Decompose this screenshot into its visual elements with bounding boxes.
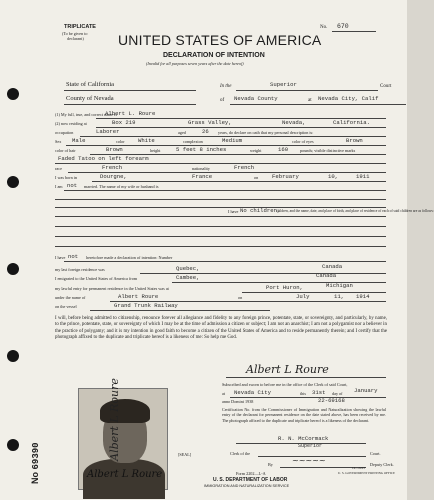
- distinctive-marks: Faded Tatoo on left forearm: [58, 155, 149, 162]
- entry-year: 1914: [356, 293, 370, 300]
- clerk-name: R. N. McCormack: [278, 435, 329, 442]
- residence-box: Box 219: [112, 119, 136, 126]
- hair-value: Brown: [106, 146, 123, 153]
- born-month: February: [272, 173, 299, 180]
- form-code: 14—2223: [352, 466, 365, 470]
- race-label: race: [55, 166, 62, 171]
- lawful-entry-label: my lawful entry for permanent residence in the United States was at: [55, 286, 169, 291]
- jurat-day: 31st: [312, 389, 326, 396]
- binder-hole: [7, 263, 19, 275]
- court-place: Nevada County: [234, 95, 278, 102]
- document-subtitle: DECLARATION OF INTENTION: [163, 52, 265, 59]
- height-label: height: [150, 148, 161, 153]
- age-value: 26: [202, 128, 209, 135]
- occupation-value: Laborer: [96, 128, 120, 135]
- photo-signature: Albert L Roure: [87, 469, 163, 480]
- residence-state: California.: [333, 119, 370, 126]
- years-label: years, do declare on oath that my personal description is:: [218, 130, 314, 135]
- triplicate-note: declarant): [67, 36, 84, 41]
- declarant-signature: Albert L Roure: [246, 363, 329, 376]
- residing-label: (2) now residing at: [55, 121, 87, 126]
- entry-on-label: on: [238, 295, 243, 300]
- triplicate-note: (To be given to: [62, 31, 88, 36]
- oath-paragraph: I will, before being admitted to citizenship, renounce forever all allegiance and fidelity to any foreign prince, potentate, state, or sovereignty, and particularly, by name, to the prince, potentate, state, or sovereignty of which I may be at the time of admission a citizen or subject; I am not an anarchist; I am not a polygamist nor a believer in the practice of polygamy; and it is my intention in good faith to become a citizen of the United States of America and to reside permanently therein; and I certify that the photograph affixed to the duplicate and triplicate hereof is a likeness of me: So help me God.: [55, 316, 387, 340]
- i-have-2-label: I have: [55, 255, 66, 260]
- declarant-name: Albert L. Roure: [105, 110, 156, 117]
- page-title: UNITED STATES OF AMERICA: [118, 32, 322, 48]
- color-label: color: [116, 139, 125, 144]
- name-prefix: (1) My full, true, and correct name is: [55, 112, 117, 117]
- nationality-label: nationality: [192, 166, 210, 171]
- height-value: 5 feet 8 inches: [176, 146, 227, 153]
- residence-street: Grass Valley,: [188, 119, 232, 126]
- side-number-value: 69390: [31, 442, 41, 470]
- cert-number: 22-69168: [318, 397, 345, 404]
- clerk-of-label: Clerk of the: [230, 451, 251, 456]
- entry-name: Albert Roure: [118, 293, 159, 300]
- emigrated-country: Canada: [316, 272, 337, 279]
- pounds-label: pounds; visible distinctive marks: [300, 148, 356, 153]
- entry-place: Port Huron,: [266, 284, 303, 291]
- clerk-court: Superior: [298, 443, 323, 449]
- born-label: I was born in: [55, 175, 77, 180]
- binder-hole: [7, 88, 19, 100]
- children-instructions: children, and the name, date, and place of birth, and place of residence of each of said children are as follows:: [276, 209, 434, 213]
- entry-month: July: [296, 293, 310, 300]
- triplicate-label: TRIPLICATE: [64, 24, 96, 30]
- of-label: of: [220, 98, 225, 103]
- married-label: married. The name of my wife or husband is: [84, 184, 159, 189]
- jurat-month: January: [354, 387, 378, 394]
- validity-note: (Invalid for all purposes seven years after the date hereof): [146, 61, 244, 66]
- under-name-label: under the name of: [55, 295, 86, 300]
- race-value: French: [102, 164, 123, 171]
- jurat-place: Nevada City: [234, 389, 271, 396]
- deputy-signature: ~~~~~: [292, 456, 326, 465]
- nationality-value: French: [234, 164, 255, 171]
- hair-label: color of hair: [55, 148, 76, 153]
- department-name: U. S. DEPARTMENT OF LABOR: [213, 477, 288, 483]
- eyes-label: color of eyes: [292, 139, 314, 144]
- emigrated-from: Cambee,: [176, 274, 200, 281]
- born-day: 10,: [328, 173, 339, 180]
- complexion-value: Medium: [222, 137, 243, 144]
- entry-day: 11,: [334, 293, 345, 300]
- at-label: at: [308, 98, 312, 103]
- document-number: 670: [337, 23, 349, 30]
- service-name: IMMIGRATION AND NATURALIZATION SERVICE: [204, 484, 290, 488]
- color-value: White: [138, 137, 155, 144]
- occupation-label: occupation: [55, 130, 74, 135]
- weight-value: 160: [278, 146, 289, 153]
- county-label: County of Nevada: [66, 95, 114, 102]
- court-period-label: Court.: [370, 451, 381, 456]
- court-city: Nevada City, Calif: [318, 95, 379, 102]
- sex-value: Male: [72, 137, 86, 144]
- in-the-label: In the: [220, 84, 232, 89]
- side-number-prefix: No: [30, 472, 40, 484]
- last-residence-label: my last foreign residence was: [55, 267, 105, 272]
- conveyance: Grand Trunk Railway: [114, 302, 178, 309]
- on-label: on: [254, 175, 259, 180]
- vessel-label: on the vessel: [55, 304, 77, 309]
- residence-city: Nevada,: [282, 119, 306, 126]
- court-name: Superior: [270, 81, 297, 88]
- seal-label: [SEAL]: [178, 452, 192, 457]
- weight-label: weight: [250, 148, 262, 153]
- children-value: No children,: [240, 207, 281, 214]
- form-number: Form 2202—L-A: [236, 471, 266, 476]
- deputy-label: Deputy Clerk.: [370, 462, 394, 467]
- sex-label: Sex: [55, 139, 62, 144]
- entry-state: Michigan: [326, 282, 353, 289]
- binder-hole: [7, 439, 19, 451]
- born-country: France: [192, 173, 213, 180]
- jurat-text: Subscribed and sworn to before me in the office of the Clerk of said Court,: [222, 382, 348, 387]
- jurat-certification: Certification No. from the Commissioner of Immigration and Naturalization showing the lawful entry of the declarant for permanent residence on the date stated above, has been received by me. The photograph affixed to the duplicate and triplicate hereof is a likeness of the declarant.: [222, 407, 386, 423]
- last-residence: Quebec,: [176, 265, 200, 272]
- born-place: Dourgne,: [100, 173, 127, 180]
- jurat-anno: anno Domini 1938: [222, 399, 254, 404]
- printer-name: U. S. GOVERNMENT PRINTING OFFICE: [338, 471, 395, 475]
- born-year: 1911: [356, 173, 370, 180]
- jurat-day-of-label: day of: [332, 391, 343, 396]
- binder-hole: [7, 350, 19, 362]
- married-status: not: [67, 182, 78, 189]
- jurat-at-label: at: [222, 391, 226, 396]
- declarant-photo: [78, 378, 168, 490]
- eyes-value: Brown: [346, 137, 363, 144]
- heretofore-label: heretofore made a declaration of intention: Number: [86, 255, 173, 260]
- binder-hole: [7, 176, 19, 188]
- photo-signature-vertical: Albert L Roure: [107, 378, 121, 461]
- state-label: State of California: [66, 81, 115, 88]
- prior-declaration: not: [68, 253, 79, 260]
- by-label: By: [268, 462, 273, 467]
- side-number: [31, 442, 41, 484]
- emigrated-label: I emigrated to the United States of America from: [55, 276, 138, 281]
- number-label: No.: [320, 25, 328, 30]
- aged-label: aged: [178, 130, 186, 135]
- i-have-label: I have: [228, 209, 239, 214]
- i-am-label: I am: [55, 184, 63, 189]
- jurat-this-label: this: [300, 391, 307, 396]
- court-label: Court: [380, 84, 392, 89]
- last-country: Canada: [322, 263, 343, 270]
- complexion-label: complexion: [183, 139, 203, 144]
